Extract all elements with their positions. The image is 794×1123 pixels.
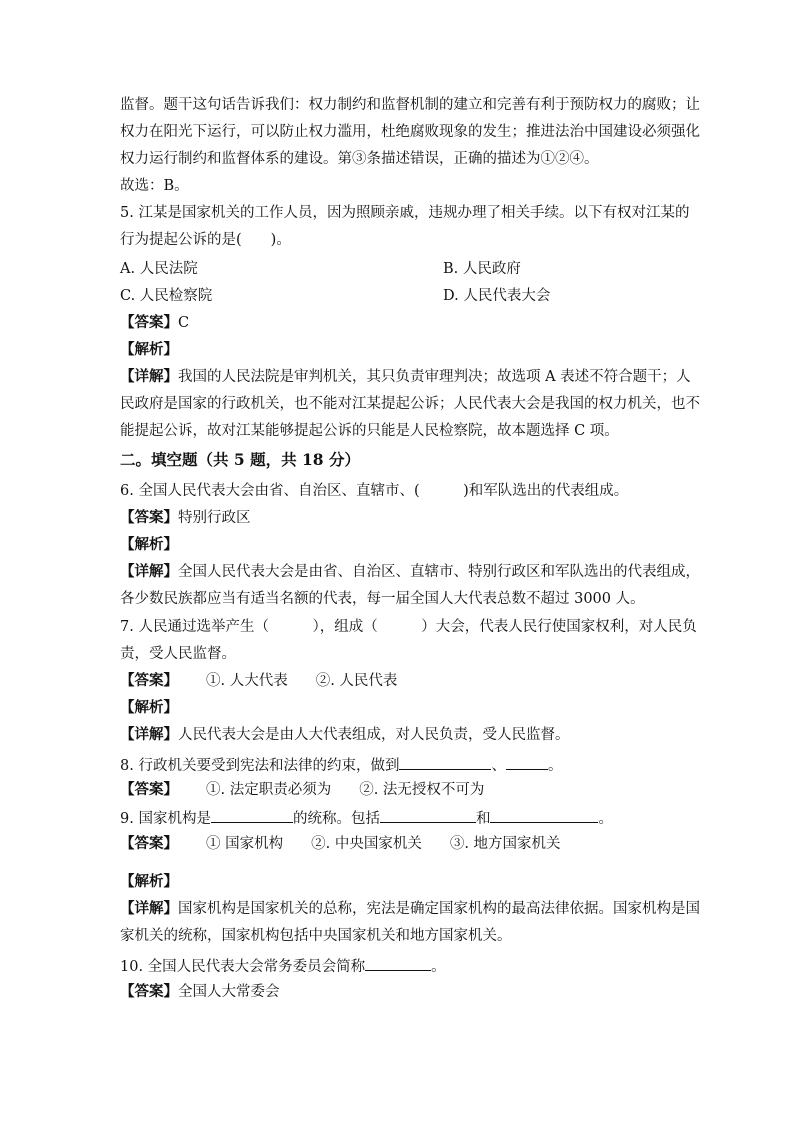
stem-text: 。: [598, 811, 613, 827]
answer-value: ①. 法定职责必须为: [206, 782, 332, 798]
question-8-stem: [120, 754, 562, 776]
stem-text: 。: [547, 758, 563, 774]
question-5-stem: 5. 江某是国家机关的工作人员，因为照顾亲戚，违规办理了相关手续。以下有权对江某的: [120, 205, 690, 221]
detail-line: 能提起公诉，故对江某能够提起公诉的只能是人民检察院，故本题选择 C 项。: [120, 423, 619, 439]
option-b: B. 人民政府: [443, 261, 521, 277]
paragraph-line: 权力运行制约和监督体系的建设。第③条描述错误，正确的描述为①②④。: [120, 151, 599, 167]
answer-line: [120, 508, 251, 528]
detail-tag: 【详解】: [120, 900, 178, 917]
answer-value: ① 国家机构: [206, 836, 284, 852]
detail-tag: 【详解】: [120, 563, 178, 580]
answer-line: [120, 313, 189, 333]
answer-value: ③. 地方国家机关: [449, 836, 561, 852]
analysis-tag: 【解析】: [120, 536, 178, 553]
detail-line: 民政府是国家的行政机关，也不能对江某提起公诉；人民代表大会是我国的权力机关，也不: [120, 396, 700, 412]
answer-tag: 【答案】: [120, 509, 178, 526]
stem-text: 10. 全国人民代表大会常务委员会简称: [120, 959, 366, 975]
paragraph-line: 监督。题干这句话告诉我们：权力制约和监督机制的建立和完善有利于预防权力的腐败；让: [120, 97, 700, 113]
question-7-stem: 责，受人民监督。: [120, 646, 236, 662]
answer-line: [120, 671, 397, 691]
choice-line: 故选：B。: [120, 178, 189, 194]
answer-tag: 【答案】: [120, 672, 178, 689]
option-d: D. 人民代表大会: [443, 288, 551, 304]
option-c: C. 人民检察院: [120, 288, 213, 304]
answer-tag: 【答案】: [120, 781, 178, 798]
stem-text: 9. 国家机构是: [120, 811, 211, 827]
detail-text: 国家机构是国家机关的总称，宪法是确定国家机构的最高法律依据。国家机构是国: [178, 901, 700, 917]
answer-value: ②. 法无授权不可为: [359, 782, 485, 798]
stem-text: 的统称。包括: [292, 811, 380, 827]
stem-text: 8. 行政机关要受到宪法和法律的约束，做到: [120, 758, 400, 774]
section-title: 二。填空题（共 5 题，共 18 分）: [120, 450, 360, 469]
blank-line: [365, 955, 431, 971]
answer-value: ②. 人民代表: [315, 673, 398, 689]
answer-tag: 【答案】: [120, 835, 178, 852]
stem-text: 和: [475, 811, 491, 827]
blank-line: [490, 807, 598, 823]
question-6-stem: 6. 全国人民代表大会由省、自治区、直辖市、( )和军队选出的代表组成。: [120, 483, 629, 499]
blank-line: [211, 807, 293, 823]
detail-tag: 【详解】: [120, 726, 178, 743]
detail-line: [120, 725, 570, 745]
detail-line: [120, 367, 691, 387]
answer-value: ②. 中央国家机关: [311, 836, 422, 852]
detail-line: [120, 899, 700, 919]
answer-value: 特别行政区: [178, 510, 251, 526]
answer-line: [120, 982, 280, 1002]
detail-line: 家机关的统称，国家机构包括中央国家机关和地方国家机关。: [120, 928, 512, 944]
detail-line: [120, 562, 700, 582]
question-9-stem: [120, 807, 613, 829]
option-a: A. 人民法院: [120, 261, 198, 277]
analysis-tag: 【解析】: [120, 341, 178, 358]
answer-value: ①. 人大代表: [206, 673, 288, 689]
stem-text: 。: [431, 959, 446, 975]
detail-tag: 【详解】: [120, 368, 178, 385]
blank-line: [380, 807, 476, 823]
paragraph-line: 权力在阳光下运行，可以防止权力滥用，杜绝腐败现象的发生；推进法治中国建设必须强化: [120, 124, 700, 140]
detail-line: 各少数民族都应当有适当名额的代表，每一届全国人大代表总数不超过 3000 人。: [120, 591, 645, 607]
answer-value: 全国人大常委会: [178, 984, 280, 1000]
answer-value: C: [178, 315, 190, 331]
detail-text: 我国的人民法院是审判机关，其只负责审理判决；故选项 A 表述不符合题干；人: [178, 369, 691, 385]
question-10-stem: [120, 955, 446, 977]
detail-text: 人民代表大会是由人大代表组成，对人民负责，受人民监督。: [178, 727, 570, 743]
analysis-tag: 【解析】: [120, 873, 178, 890]
answer-tag: 【答案】: [120, 314, 178, 331]
blank-line: [506, 754, 548, 770]
analysis-tag: 【解析】: [120, 699, 178, 716]
blank-line: [399, 754, 491, 770]
answer-line: [120, 780, 484, 800]
question-7-stem: 7. 人民通过选举产生（ ），组成（ ）大会，代表人民行使国家权利，对人民负: [120, 619, 697, 635]
answer-line: [120, 834, 561, 854]
detail-text: 全国人民代表大会是由省、自治区、直辖市、特别行政区和军队选出的代表组成，: [178, 564, 700, 580]
stem-text: 、: [491, 758, 506, 774]
question-5-stem: 行为提起公诉的是( )。: [120, 232, 291, 248]
answer-tag: 【答案】: [120, 983, 178, 1000]
